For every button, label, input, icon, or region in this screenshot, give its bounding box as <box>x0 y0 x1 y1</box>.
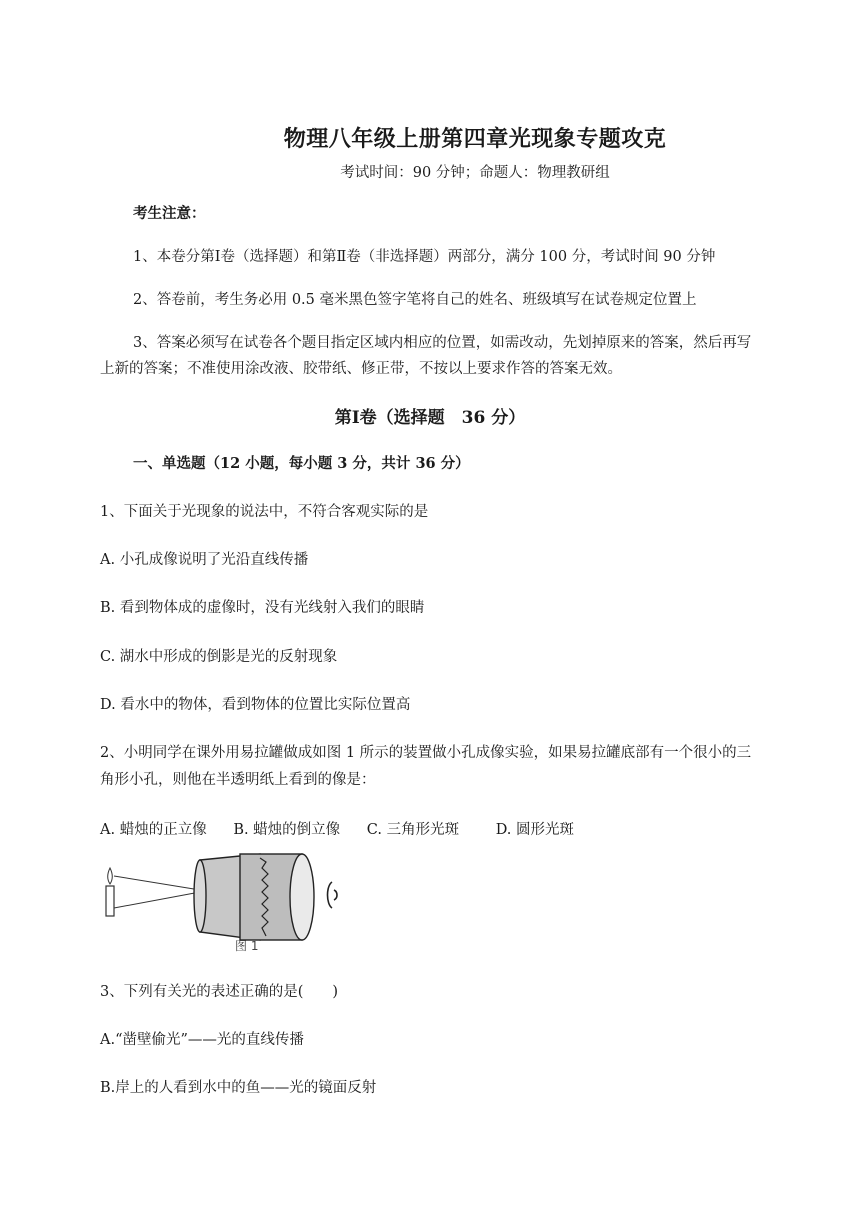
page-title: 物理八年级上册第四章光现象专题攻克 <box>283 126 667 152</box>
notice-item-continued: 上新的答案；不准使用涂改液、胶带纸、修正带，不按以上要求作答的答案无效。 <box>100 361 622 377</box>
option-d: D. 圆形光斑 <box>495 822 575 838</box>
section-title: 第Ⅰ卷（选择题 36 分） <box>334 408 526 428</box>
option-b: B. 看到物体成的虚像时，没有光线射入我们的眼睛 <box>100 600 425 616</box>
notice-item: 2、答卷前，考生务必用 0.5 毫米黑色签字笔将自己的姓名、班级填写在试卷规定位置上 <box>133 292 697 308</box>
figure-caption: 图 1 <box>235 939 259 953</box>
question-stem: 2、小明同学在课外用易拉罐做成如图 1 所示的装置做小孔成像实验，如果易拉罐底部有一个很小的三 <box>100 745 752 761</box>
exam-info: 考试时间：90 分钟；命题人：物理教研组 <box>340 165 610 181</box>
flame <box>108 868 113 884</box>
eye-icon <box>328 882 333 908</box>
question-stem: 1、下面关于光现象的说法中，不符合客观实际的是 <box>100 504 429 520</box>
notice-item: 3、答案必须写在试卷各个题目指定区域内相应的位置，如需改动，先划掉原来的答案，然后再写 <box>133 335 752 351</box>
part-title: 一、单选题（12 小题，每小题 3 分，共计 36 分） <box>133 455 470 472</box>
option-a: A. 小孔成像说明了光沿直线传播 <box>100 552 309 568</box>
option-c: C. 湖水中形成的倒影是光的反射现象 <box>100 649 338 665</box>
option-b: B.岸上的人看到水中的鱼——光的镜面反射 <box>100 1080 377 1096</box>
option-c: C. 三角形光斑 <box>366 822 460 838</box>
option-a: A. 蜡烛的正立像 <box>100 822 207 838</box>
translucent-paper <box>290 854 314 940</box>
candle <box>106 886 114 916</box>
notice-item: 1、本卷分第Ⅰ卷（选择题）和第Ⅱ卷（非选择题）两部分，满分 100 分，考试时间 90 分钟 <box>133 249 716 265</box>
question-stem: 3、下列有关光的表述正确的是( ) <box>100 984 339 1000</box>
pinhole-camera-figure <box>100 846 340 956</box>
options-row <box>100 816 596 844</box>
question-stem-continued: 角形小孔，则他在半透明纸上看到的像是： <box>100 772 376 788</box>
option-d: D. 看水中的物体，看到物体的位置比实际位置高 <box>100 697 411 713</box>
option-a: A.“凿壁偷光”——光的直线传播 <box>100 1032 304 1048</box>
option-b: B. 蜡烛的倒立像 <box>233 822 341 838</box>
notice-heading: 考生注意： <box>133 205 206 222</box>
